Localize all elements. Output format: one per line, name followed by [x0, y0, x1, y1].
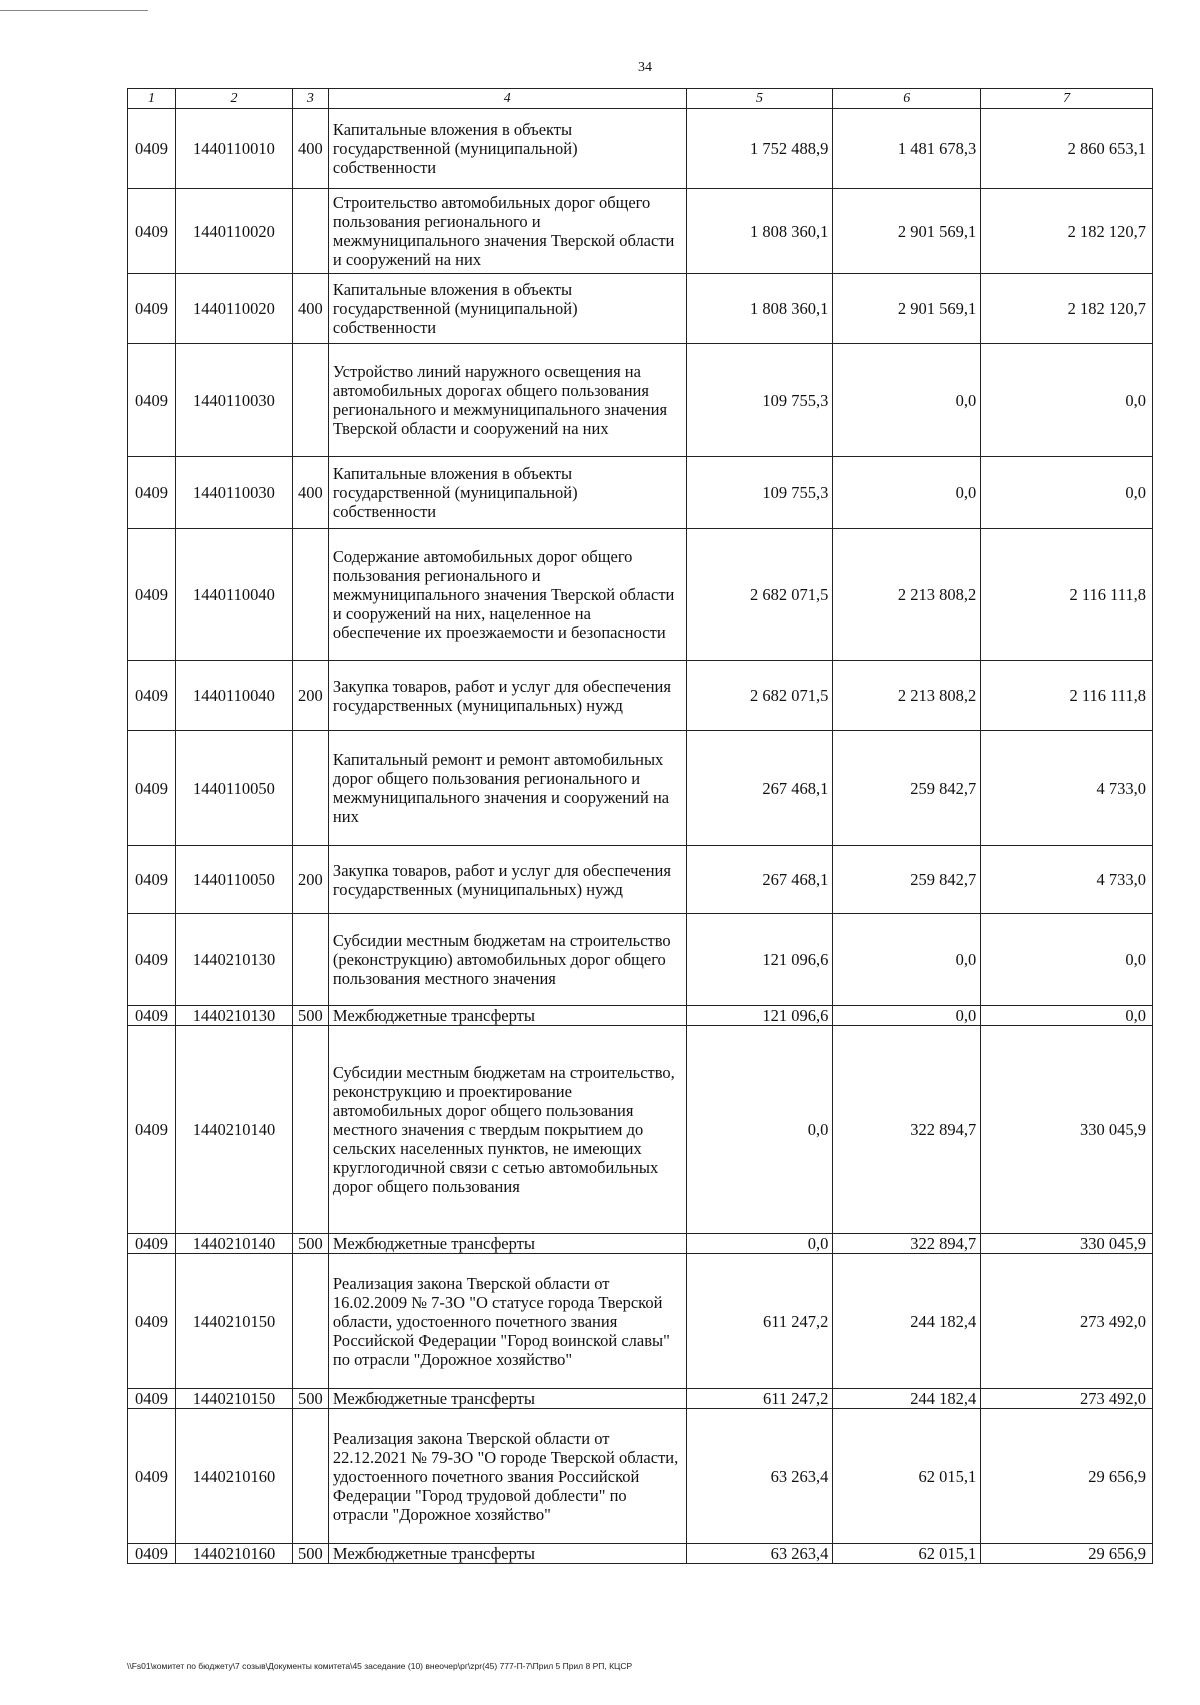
cell-expense-type — [292, 1409, 328, 1544]
cell-section-code: 0409 — [128, 109, 176, 189]
cell-description: Реализация закона Тверской области от 22.12.2021 № 79-ЗО "О городе Тверской области, удостоенного почетного звания Российской Федерации "Город трудовой доблести" по отрасли "Дорожное хозяйство" — [328, 1409, 686, 1544]
cell-amount-2: 244 182,4 — [833, 1389, 981, 1409]
cell-description: Межбюджетные трансферты — [328, 1006, 686, 1026]
cell-section-code: 0409 — [128, 661, 176, 731]
cell-amount-3: 0,0 — [981, 457, 1153, 529]
cell-target-code: 1440110040 — [175, 529, 292, 661]
cell-description: Устройство линий наружного освещения на автомобильных дорогах общего пользования регионального и межмуниципального значения Тверской области и сооружений на них — [328, 344, 686, 457]
cell-section-code: 0409 — [128, 1026, 176, 1234]
cell-section-code: 0409 — [128, 1254, 176, 1389]
cell-amount-2: 322 894,7 — [833, 1234, 981, 1254]
cell-expense-type: 500 — [292, 1234, 328, 1254]
cell-amount-3: 273 492,0 — [981, 1254, 1153, 1389]
cell-amount-1: 1 808 360,1 — [686, 189, 833, 274]
cell-amount-2: 62 015,1 — [833, 1544, 981, 1564]
cell-expense-type: 200 — [292, 846, 328, 914]
cell-expense-type: 400 — [292, 457, 328, 529]
header-col-4: 4 — [328, 89, 686, 109]
cell-amount-2: 2 213 808,2 — [833, 529, 981, 661]
table-row — [128, 457, 1153, 529]
cell-target-code: 1440110010 — [175, 109, 292, 189]
cell-amount-2: 0,0 — [833, 914, 981, 1006]
cell-section-code: 0409 — [128, 529, 176, 661]
cell-section-code: 0409 — [128, 274, 176, 344]
cell-amount-3: 0,0 — [981, 1006, 1153, 1026]
cell-expense-type: 400 — [292, 109, 328, 189]
cell-amount-3: 0,0 — [981, 914, 1153, 1006]
cell-target-code: 1440210160 — [175, 1409, 292, 1544]
footer-file-path: \\Fs01\комитет по бюджету\7 созыв\Документы комитета\45 заседание (10) внеочер\рг\zpr(45) 777-П-7\Прил 5 Прил 8 РП, КЦСР — [127, 1661, 633, 1671]
table-row — [128, 344, 1153, 457]
cell-section-code: 0409 — [128, 1234, 176, 1254]
table-row — [128, 661, 1153, 731]
cell-amount-1: 109 755,3 — [686, 457, 833, 529]
cell-amount-3: 2 116 111,8 — [981, 529, 1153, 661]
cell-description: Субсидии местным бюджетам на строительство (реконструкцию) автомобильных дорог общего пользования местного значения — [328, 914, 686, 1006]
cell-section-code: 0409 — [128, 1544, 176, 1564]
cell-target-code: 1440210130 — [175, 914, 292, 1006]
cell-section-code: 0409 — [128, 731, 176, 846]
cell-target-code: 1440110020 — [175, 189, 292, 274]
cell-expense-type: 200 — [292, 661, 328, 731]
cell-target-code: 1440210140 — [175, 1026, 292, 1234]
cell-amount-3: 2 860 653,1 — [981, 109, 1153, 189]
header-row — [128, 89, 1153, 109]
cell-description: Закупка товаров, работ и услуг для обеспечения государственных (муниципальных) нужд — [328, 846, 686, 914]
cell-expense-type — [292, 731, 328, 846]
cell-amount-3: 29 656,9 — [981, 1544, 1153, 1564]
table-row — [128, 914, 1153, 1006]
table-row — [128, 1254, 1153, 1389]
cell-amount-3: 4 733,0 — [981, 731, 1153, 846]
header-col-5: 5 — [686, 89, 833, 109]
cell-amount-1: 121 096,6 — [686, 914, 833, 1006]
table-row — [128, 109, 1153, 189]
cell-amount-1: 109 755,3 — [686, 344, 833, 457]
cell-amount-1: 63 263,4 — [686, 1544, 833, 1564]
cell-amount-3: 2 116 111,8 — [981, 661, 1153, 731]
cell-description: Содержание автомобильных дорог общего пользования регионального и межмуниципального значения Тверской области и сооружений на них, нацеленное на обеспечение их проезжаемости и безопасности — [328, 529, 686, 661]
cell-amount-2: 2 901 569,1 — [833, 274, 981, 344]
cell-expense-type — [292, 529, 328, 661]
cell-expense-type — [292, 1254, 328, 1389]
table-row — [128, 1006, 1153, 1026]
cell-description: Субсидии местным бюджетам на строительство, реконструкцию и проектирование автомобильных дорог общего пользования местного значения с твердым покрытием до сельских населенных пунктов, не имеющих круглогодичной связи с сетью автомобильных дорог общего пользования — [328, 1026, 686, 1234]
table-row — [128, 1544, 1153, 1564]
cell-description: Капитальные вложения в объекты государственной (муниципальной) собственности — [328, 457, 686, 529]
cell-amount-2: 244 182,4 — [833, 1254, 981, 1389]
table-row — [128, 1026, 1153, 1234]
page-number: 34 — [638, 60, 652, 75]
cell-expense-type — [292, 189, 328, 274]
cell-section-code: 0409 — [128, 1006, 176, 1026]
table-row — [128, 1409, 1153, 1544]
header-col-7: 7 — [981, 89, 1153, 109]
cell-section-code: 0409 — [128, 1409, 176, 1544]
cell-target-code: 1440210140 — [175, 1234, 292, 1254]
table-row — [128, 1389, 1153, 1409]
cell-section-code: 0409 — [128, 344, 176, 457]
cell-target-code: 1440210150 — [175, 1254, 292, 1389]
cell-amount-2: 2 901 569,1 — [833, 189, 981, 274]
cell-amount-3: 4 733,0 — [981, 846, 1153, 914]
cell-description: Строительство автомобильных дорог общего пользования регионального и межмуниципального значения Тверской области и сооружений на них — [328, 189, 686, 274]
cell-description: Закупка товаров, работ и услуг для обеспечения государственных (муниципальных) нужд — [328, 661, 686, 731]
cell-section-code: 0409 — [128, 189, 176, 274]
cell-expense-type — [292, 344, 328, 457]
cell-amount-1: 267 468,1 — [686, 846, 833, 914]
table-row — [128, 846, 1153, 914]
cell-amount-1: 267 468,1 — [686, 731, 833, 846]
cell-description: Капитальные вложения в объекты государственной (муниципальной) собственности — [328, 274, 686, 344]
header-col-3: 3 — [292, 89, 328, 109]
table-row — [128, 274, 1153, 344]
cell-amount-2: 2 213 808,2 — [833, 661, 981, 731]
cell-amount-2: 0,0 — [833, 457, 981, 529]
cell-amount-2: 62 015,1 — [833, 1409, 981, 1544]
cell-amount-1: 611 247,2 — [686, 1254, 833, 1389]
cell-target-code: 1440210160 — [175, 1544, 292, 1564]
cell-amount-1: 0,0 — [686, 1234, 833, 1254]
cell-expense-type — [292, 1026, 328, 1234]
cell-section-code: 0409 — [128, 846, 176, 914]
cell-description: Межбюджетные трансферты — [328, 1389, 686, 1409]
cell-target-code: 1440110050 — [175, 846, 292, 914]
table-row — [128, 529, 1153, 661]
cell-amount-1: 0,0 — [686, 1026, 833, 1234]
cell-description: Капитальные вложения в объекты государственной (муниципальной) собственности — [328, 109, 686, 189]
cell-amount-2: 259 842,7 — [833, 846, 981, 914]
cell-expense-type — [292, 914, 328, 1006]
header-col-1: 1 — [128, 89, 176, 109]
cell-expense-type: 500 — [292, 1006, 328, 1026]
cell-target-code: 1440210130 — [175, 1006, 292, 1026]
cell-amount-1: 2 682 071,5 — [686, 529, 833, 661]
cell-amount-1: 1 752 488,9 — [686, 109, 833, 189]
cell-amount-1: 121 096,6 — [686, 1006, 833, 1026]
cell-target-code: 1440110050 — [175, 731, 292, 846]
budget-table — [127, 88, 1153, 1564]
cell-amount-2: 259 842,7 — [833, 731, 981, 846]
cell-section-code: 0409 — [128, 457, 176, 529]
cell-amount-2: 0,0 — [833, 1006, 981, 1026]
cell-target-code: 1440110030 — [175, 457, 292, 529]
header-col-6: 6 — [833, 89, 981, 109]
cell-description: Межбюджетные трансферты — [328, 1234, 686, 1254]
table-row — [128, 189, 1153, 274]
cell-expense-type: 500 — [292, 1389, 328, 1409]
cell-amount-3: 2 182 120,7 — [981, 274, 1153, 344]
cell-section-code: 0409 — [128, 914, 176, 1006]
cell-expense-type: 400 — [292, 274, 328, 344]
cell-description: Межбюджетные трансферты — [328, 1544, 686, 1564]
cell-target-code: 1440110030 — [175, 344, 292, 457]
cell-description: Капитальный ремонт и ремонт автомобильных дорог общего пользования регионального и межмуниципального значения и сооружений на них — [328, 731, 686, 846]
table-row — [128, 1234, 1153, 1254]
cell-amount-2: 1 481 678,3 — [833, 109, 981, 189]
cell-amount-3: 330 045,9 — [981, 1234, 1153, 1254]
cell-amount-3: 29 656,9 — [981, 1409, 1153, 1544]
cell-amount-1: 611 247,2 — [686, 1389, 833, 1409]
cell-expense-type: 500 — [292, 1544, 328, 1564]
cell-amount-1: 1 808 360,1 — [686, 274, 833, 344]
cell-amount-1: 2 682 071,5 — [686, 661, 833, 731]
cell-target-code: 1440110020 — [175, 274, 292, 344]
cell-amount-3: 2 182 120,7 — [981, 189, 1153, 274]
cell-amount-3: 330 045,9 — [981, 1026, 1153, 1234]
table-row — [128, 731, 1153, 846]
top-rule — [0, 10, 148, 11]
cell-amount-3: 0,0 — [981, 344, 1153, 457]
cell-amount-2: 322 894,7 — [833, 1026, 981, 1234]
cell-section-code: 0409 — [128, 1389, 176, 1409]
cell-target-code: 1440110040 — [175, 661, 292, 731]
cell-amount-2: 0,0 — [833, 344, 981, 457]
cell-target-code: 1440210150 — [175, 1389, 292, 1409]
cell-amount-3: 273 492,0 — [981, 1389, 1153, 1409]
cell-amount-1: 63 263,4 — [686, 1409, 833, 1544]
cell-description: Реализация закона Тверской области от 16.02.2009 № 7-ЗО "О статусе города Тверской области, удостоенного почетного звания Российской Федерации "Город воинской славы" по отрасли "Дорожное хозяйство" — [328, 1254, 686, 1389]
header-col-2: 2 — [175, 89, 292, 109]
